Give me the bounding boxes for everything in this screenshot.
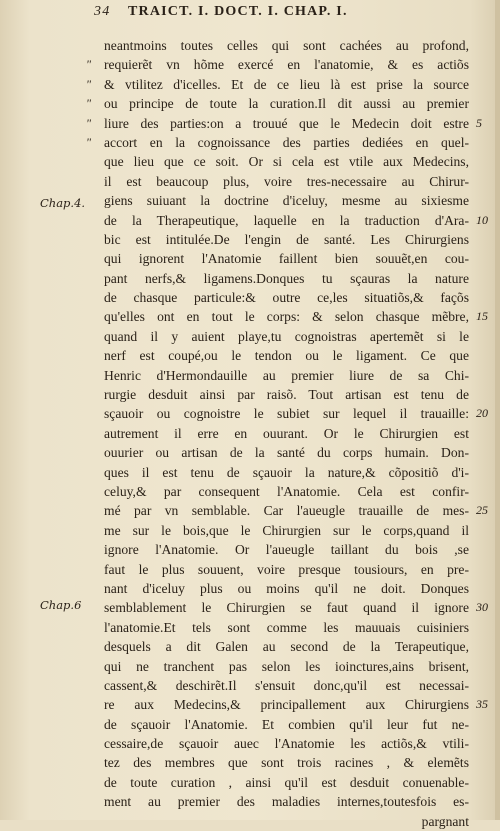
text-line: quand il y auient playe,tu cognoistras apertemẽt si le [104,328,469,344]
text-line: ouurier ou artisan de la santé du corps humain. Don- [104,445,469,461]
text-line [86,133,469,152]
page-edge-shadow [495,0,500,820]
text-line: tez des membres que sont trois racines , & elemẽts [104,755,469,771]
text-line: giens suiuant la doctrine d'iceluy, mesme au sixiesme [104,193,469,209]
catchword: pargnant [421,813,469,829]
text-line: ment au premier des maladies internes,toutesfois es- [104,794,469,810]
text-line: qui ignorent l'Anatomie faillent bien souuẽt,en cou- [104,251,469,267]
text-line: nerf est coupé,ou le tendon ou le ligament. Ce que [104,348,469,364]
text-line: ques il est tenu de sçauoir la nature,& cõpositiõ d'i- [104,464,469,480]
text-line: ignore l'Anatomie. Or l'aueugle taillant du bois ,se [104,542,469,558]
text-line [104,501,488,520]
text-line: de sçauoir l'Anatomie. Et combien qu'il leur fut ne- [104,716,469,732]
text-line: rurgie desduit ainsi par raisõ. Tout artisan est tenu de [104,387,469,403]
text-line [86,55,469,74]
text-line [104,307,488,326]
text-line: de toute curation , ainsi qu'il est desduit conuenable- [104,774,469,790]
page-number: 34 [94,4,111,19]
text-line [104,598,488,617]
line-number-5: 5 [476,115,482,130]
text-line: cassent,& deschirẽt.Il s'ensuit donc,qu'il est necessai- [104,677,469,693]
text-line: qui ne tranchent pas selon les ioinctures,ains brisent, [104,658,469,674]
text-line-content: liure des parties:on a trouué que le Medecin doit estre [104,115,469,131]
text-line: pant nerfs,& ligamens.Donques tu sçauras la nature [104,270,469,286]
text-line: que lieu que ce soit. Or si cela est vtile aux Medecins, [104,154,469,170]
text-line [104,404,488,423]
text-line: bic est intitulée.De l'engin de santé. Les Chirurgiens [104,231,469,247]
text-line-content: requierẽt vn hõme exercé en l'anatomie, & es actiõs [104,57,469,73]
line-number-15: 15 [476,309,488,324]
text-line: Henric d'Hermondauille au premier liure de sa Chi- [104,367,469,383]
text-line [86,94,469,113]
quote-mark: " [86,134,92,149]
text-line [104,211,488,230]
text-line-content: sçauoir ou cognoistre le subiet sur lequel il trauaille: [104,406,469,422]
text-line-content: mé par vn semblable. Car l'aueugle trauaille de mes- [104,503,469,519]
line-number-25: 25 [476,503,488,518]
side-note-chapter-6: Chap.6 [40,598,82,612]
text-line: celuy,& par consequent l'Anatomie. Cela est confir- [104,483,469,499]
side-note-chapter-4: Chap.4. [40,196,86,210]
page-header [94,4,474,24]
quote-mark: " [86,57,92,72]
text-line-content: semblablement le Chirurgien se faut quand il ignore [104,600,469,616]
body-text [86,36,488,831]
line-number-20: 20 [476,406,488,421]
text-line: l'anatomie.Et tels sont comme les mauuais cuisiniers [104,619,469,635]
quote-mark: " [86,76,92,91]
text-line-content: qu'elles ont en tout le corps: & selon chasque mẽbre, [104,309,469,325]
text-line: de chasque particule:& outre ce,les situatiõs,& façõs [104,290,469,306]
text-line: cessaire,de sçauoir auec l'Anatomie les actiõs,& vtili- [104,736,469,752]
text-line: me sur le bois,que le Chirurgien sur le corps,quand il [104,522,469,538]
text-line [86,114,482,133]
text-line: nant d'iceluy plus ou moins qu'il ne doit. Donques [104,580,469,596]
text-line-content: re aux Medecins,& principallement aux Chirurgiens [104,697,469,713]
quote-mark: " [86,115,92,130]
text-line-content: de la Therapeutique, laquelle en la traduction d'Ara- [104,212,469,228]
text-line: autrement il erre en ouurant. Or le Chirurgien est [104,425,469,441]
text-line-content: accort en la cognoissance des parties dediées en quel- [104,134,469,150]
line-number-30: 30 [476,600,488,615]
text-line [104,695,488,714]
text-line: faut le plus souuent, voire presque tousiours, en pre- [104,561,469,577]
quote-mark: " [86,96,92,111]
text-line [86,75,469,94]
line-number-10: 10 [476,212,488,227]
text-line-content: ou principe de toute la curation.Il dit aussi au premier [104,96,469,112]
text-line: il est beaucoup plus, voire tres-necessaire au Chirur- [104,173,469,189]
text-line-content: & vtilitez d'icelles. Et de ce lieu là est prise la source [104,76,469,92]
text-line: desquels a dit Galen au second de la Terapeutique, [104,639,469,655]
running-title: TRAICT. I. DOCT. I. CHAP. I. [128,4,348,19]
text-line: neantmoins toutes celles qui sont cachées au profond, [104,38,469,53]
line-number-35: 35 [476,697,488,712]
